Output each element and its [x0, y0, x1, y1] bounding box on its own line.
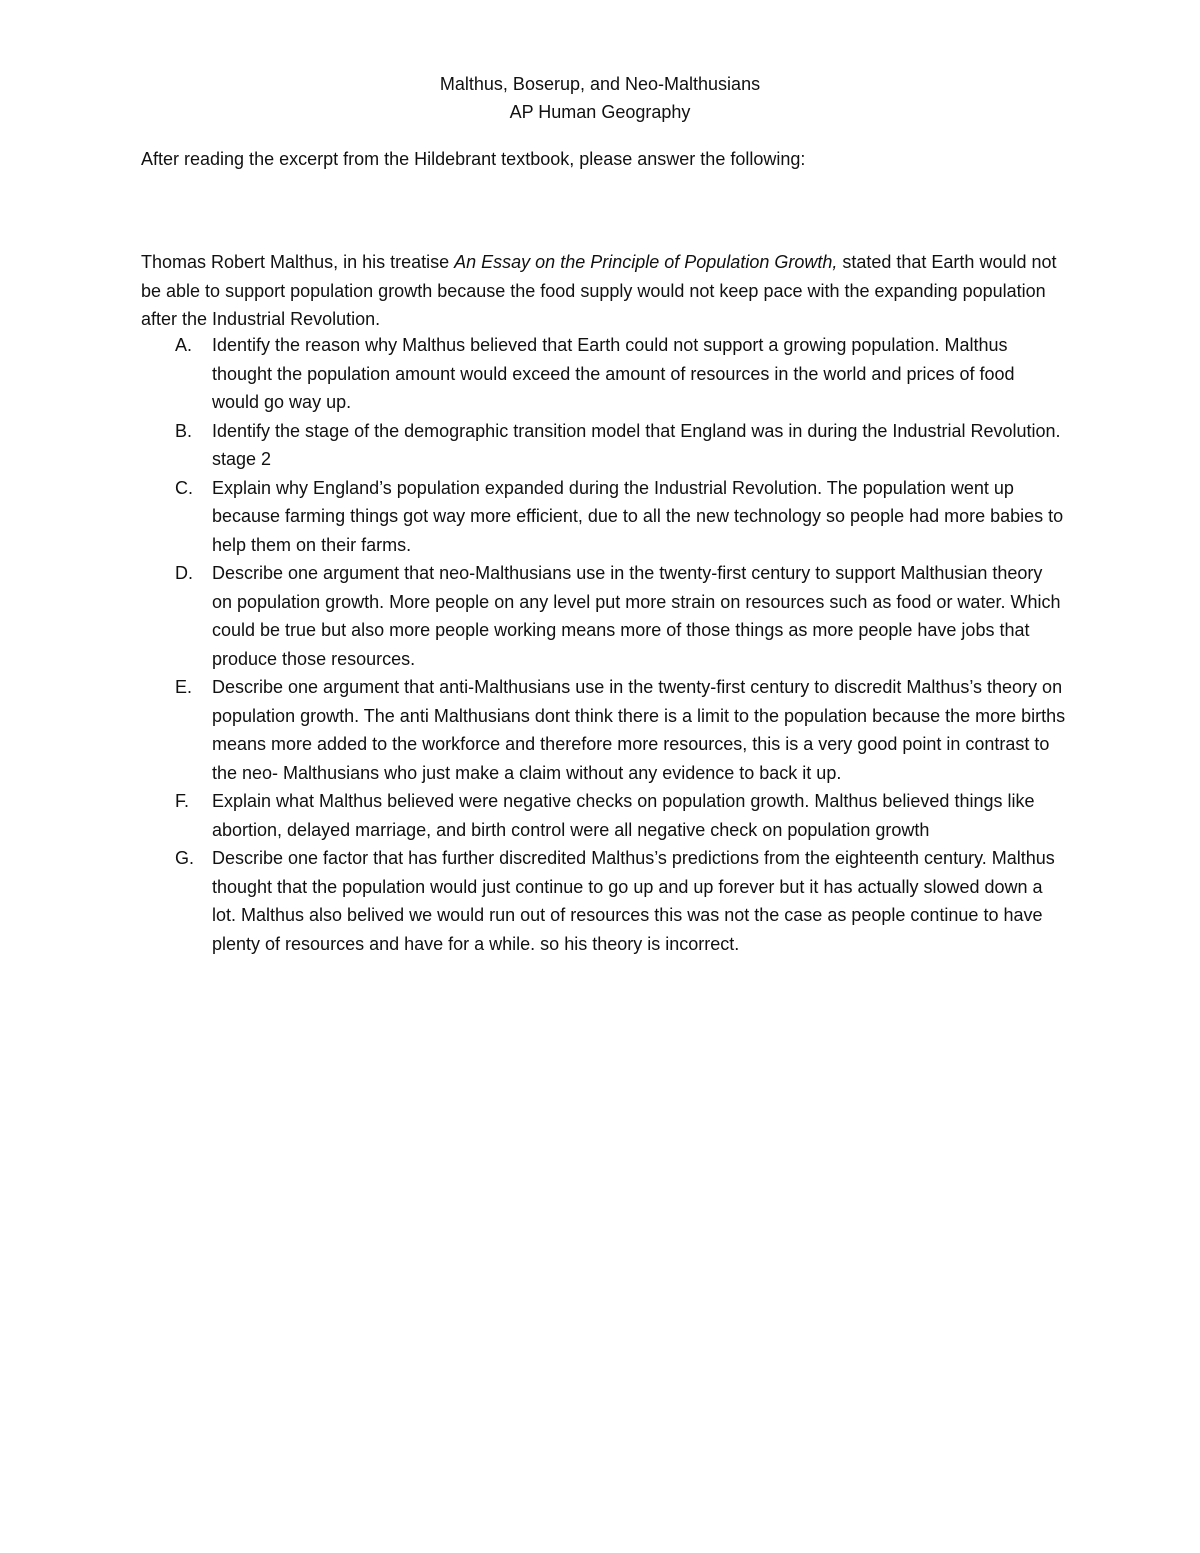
question-b: [141, 417, 1066, 474]
title-block: [0, 70, 1200, 126]
question-letter: F.: [175, 791, 190, 811]
question-text: Identify the stage of the demographic transition model that England was in during the Industrial Revolution. stage 2: [212, 420, 1061, 469]
document-title: Malthus, Boserup, and Neo-Malthusians: [439, 74, 761, 94]
question-letter: G.: [175, 848, 195, 868]
intro-before-italic: Thomas Robert Malthus, in his treatise: [141, 252, 455, 272]
question-letter: E.: [175, 677, 193, 697]
question-letter: B.: [175, 420, 193, 441]
question-list: [141, 331, 1066, 958]
document-subtitle: AP Human Geography: [509, 102, 691, 122]
treatise-title: An Essay on the Principle of Population Growth,: [454, 252, 838, 272]
question-f: [141, 787, 1066, 844]
question-text: Describe one argument that neo-Malthusians use in the twenty-first century to support Malthusian theory on population growth. More people on any level put more strain on resources such as food or water. Which could be true but also more people working means more of those things as more people have jobs that produce those resources.: [212, 563, 1061, 669]
question-text: Describe one factor that has further discredited Malthus’s predictions from the eighteenth century. Malthus thought that the population would just continue to go up and up forever but it has actually slowed down a lot. Malthus also belived we would run out of resources this was not the case as people continue to have plenty of resources and have for a while. so his theory is incorrect.: [212, 848, 1055, 954]
question-e: [141, 673, 1066, 787]
intro-paragraph: [141, 248, 1066, 334]
question-text: Describe one argument that anti-Malthusians use in the twenty-first century to discredit Malthus’s theory on population growth. The anti Malthusians dont think there is a limit to the population because the more births means more added to the workforce and therefore more resources, this is a very good point in contrast to the neo- Malthusians who just make a claim without any evidence to back it up.: [212, 677, 1066, 783]
question-letter: A.: [175, 335, 193, 355]
question-text: Identify the reason why Malthus believed that Earth could not support a growing population. Malthus thought the population amount would exceed the amount of resources in the world and prices of food would go way up.: [212, 335, 1015, 412]
question-g: [141, 844, 1066, 958]
question-c: [141, 474, 1066, 560]
question-letter: D.: [175, 563, 193, 583]
question-letter: C.: [175, 477, 193, 498]
question-text: Explain what Malthus believed were negative checks on population growth. Malthus believed things like abortion, delayed marriage, and birth control were all negative check on population growth: [212, 791, 1035, 840]
question-d: [141, 559, 1066, 673]
instruction-text: After reading the excerpt from the Hildebrant textbook, please answer the following:: [141, 149, 806, 169]
intro-after-italic: stated that Earth would not be able to support population growth because the food supply would not keep pace with the expanding population after the Industrial Revolution.: [141, 252, 1057, 329]
question-text: Explain why England’s population expanded during the Industrial Revolution. The population went up because farming things got way more efficient, due to all the new technology so people had more babies to help them on their farms.: [212, 477, 1064, 555]
question-a: [141, 331, 1066, 417]
